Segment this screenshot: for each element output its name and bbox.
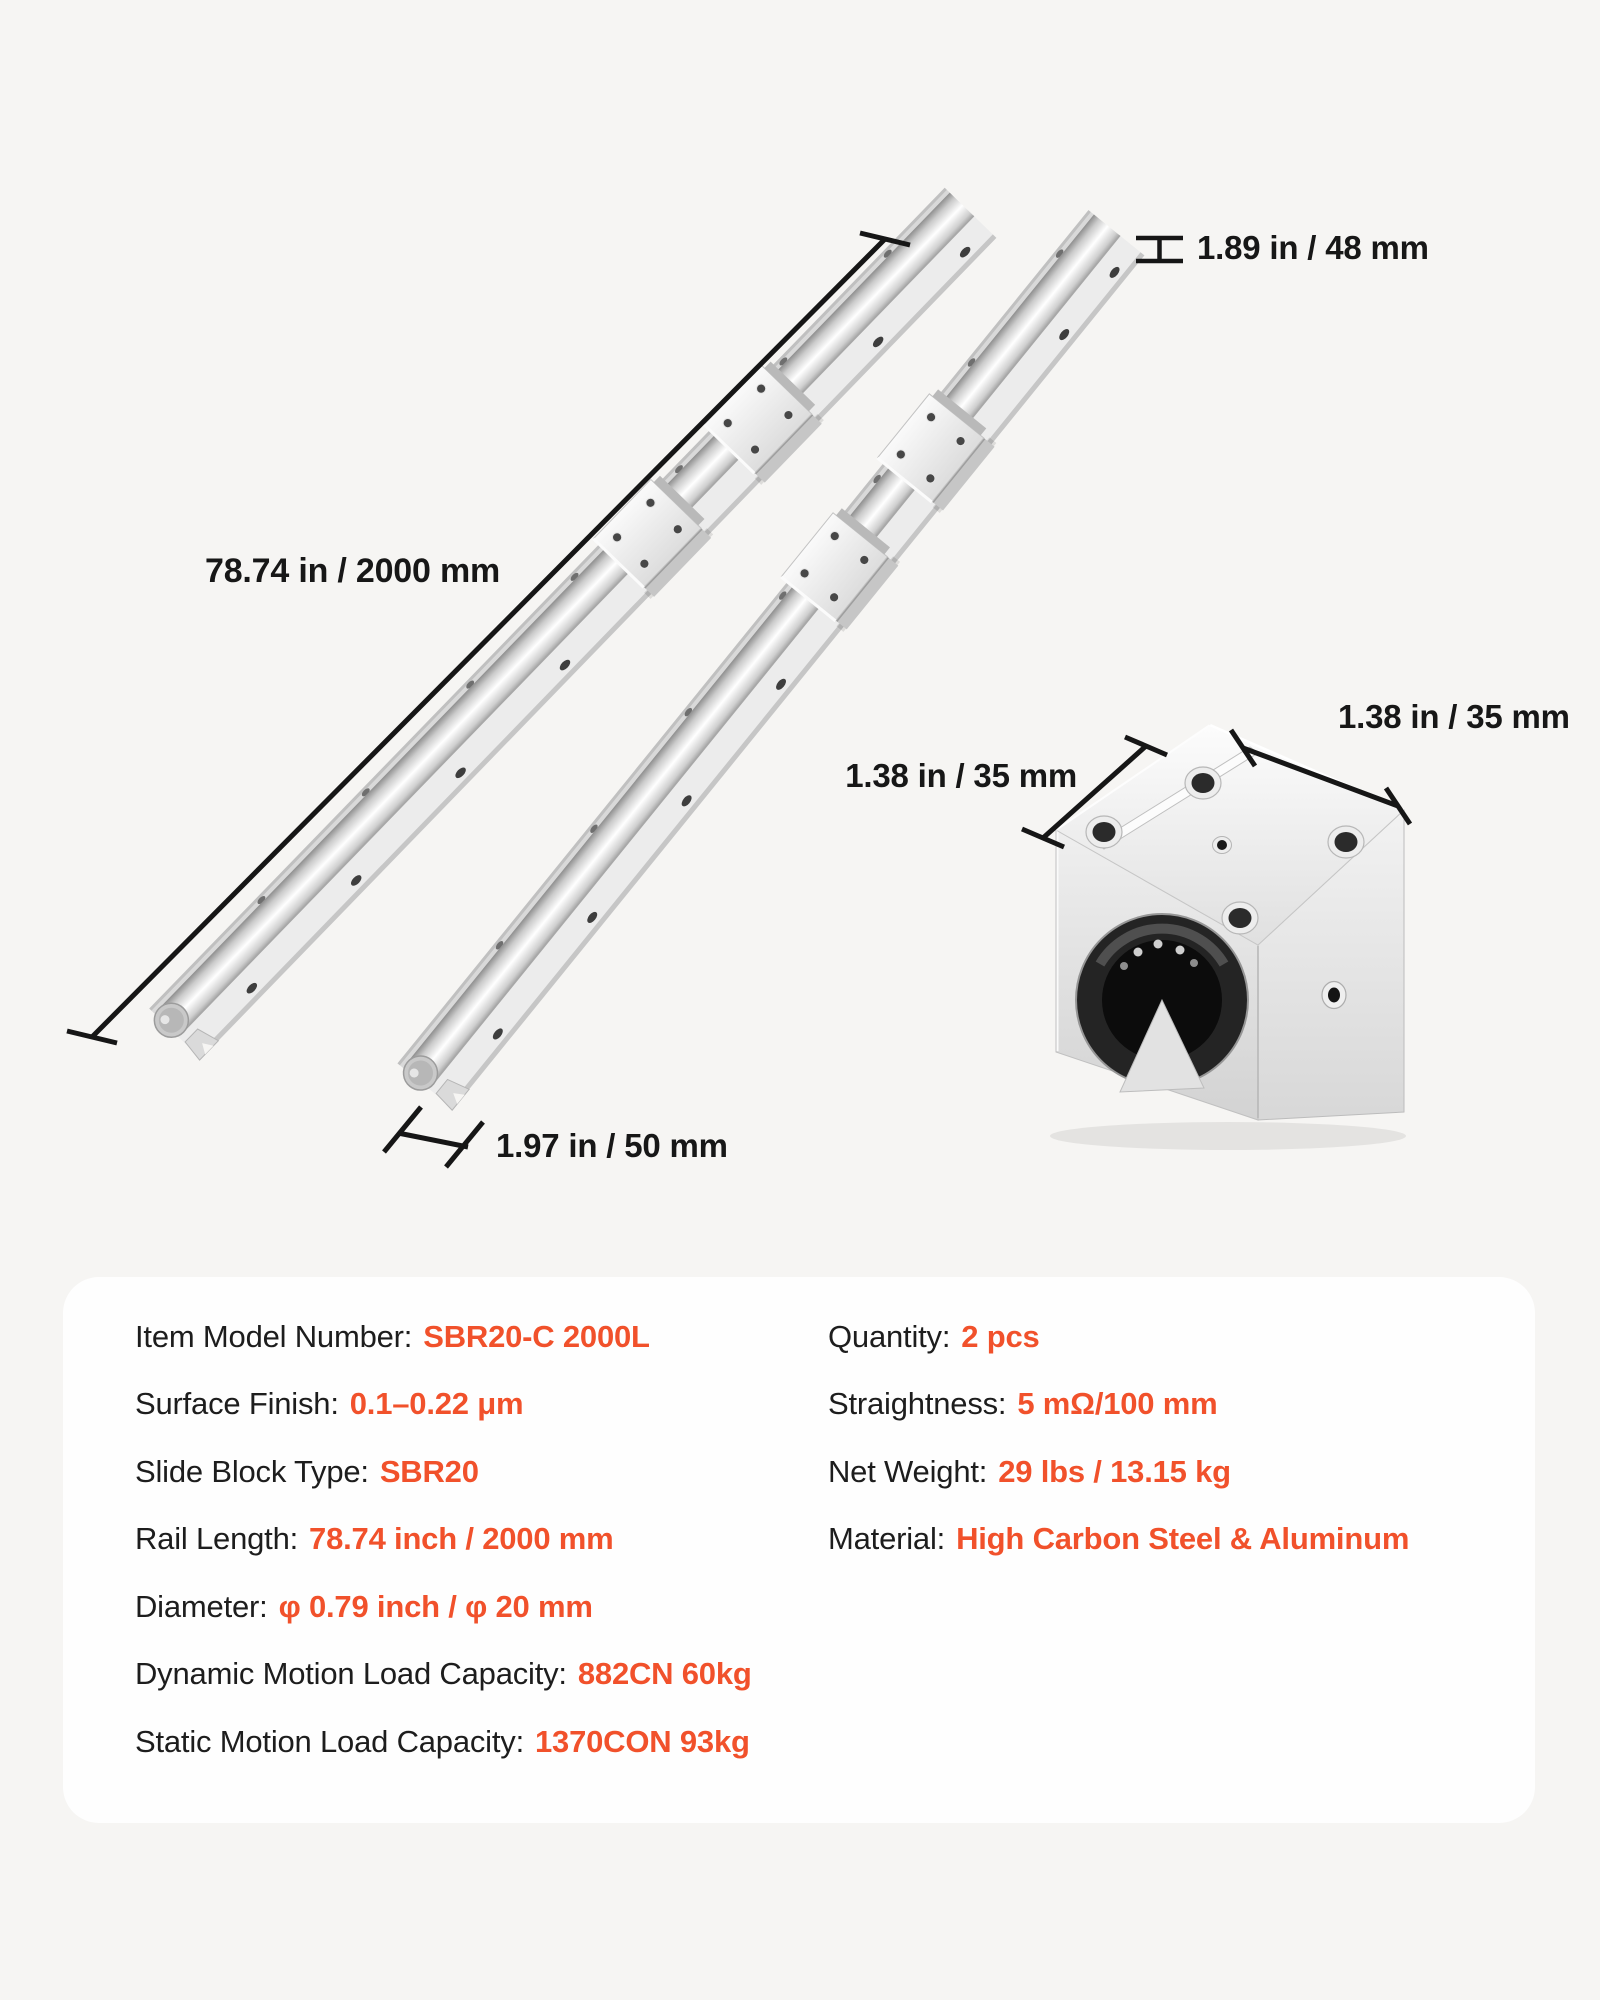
dimension-label-rail-height: 1.89 in / 48 mm [1197, 229, 1429, 266]
dimension-label-block-right: 1.38 in / 35 mm [1338, 698, 1570, 735]
spec-row-quantity [828, 1303, 1409, 1371]
dimension-label-block-left: 1.38 in / 35 mm [845, 757, 1077, 794]
spec-label: Slide Block Type: [135, 1453, 369, 1489]
spec-label: Dynamic Motion Load Capacity: [135, 1656, 567, 1692]
spec-value: 78.74 inch / 2000 mm [309, 1521, 614, 1557]
spec-row-rail-length [135, 1506, 752, 1574]
block-shadow [1050, 1122, 1406, 1150]
spec-label: Quantity: [828, 1318, 951, 1354]
spec-column-right [828, 1303, 1409, 1573]
spec-row-net-weight [828, 1438, 1409, 1506]
dim-rail-width-line [384, 1107, 483, 1167]
spec-value: SBR20 [379, 1453, 479, 1489]
spec-row-diameter [135, 1573, 752, 1641]
dimension-label-rail-length: 78.74 in / 2000 mm [205, 552, 501, 590]
spec-label: Net Weight: [828, 1453, 988, 1489]
spec-value: 29 lbs / 13.15 kg [998, 1453, 1231, 1489]
spec-label: Static Motion Load Capacity: [135, 1723, 524, 1759]
spec-row-slide-block-type [135, 1438, 752, 1506]
spec-row-material [828, 1506, 1409, 1574]
spec-label: Diameter: [135, 1588, 268, 1624]
spec-value: 882CN 60kg [577, 1656, 752, 1692]
spec-row-straightness [828, 1371, 1409, 1439]
spec-label: Straightness: [828, 1386, 1007, 1422]
spec-row-dynamic-load [135, 1641, 752, 1709]
spec-value: 5 mΩ/100 mm [1017, 1386, 1218, 1422]
dim-rail-height-symbol [1136, 238, 1183, 261]
spec-value: High Carbon Steel & Aluminum [956, 1521, 1410, 1557]
spec-label: Surface Finish: [135, 1386, 339, 1422]
spec-value: SBR20-C 2000L [423, 1318, 650, 1354]
spec-row-model [135, 1303, 752, 1371]
spec-label: Material: [828, 1521, 946, 1557]
spec-value: 2 pcs [961, 1318, 1040, 1354]
spec-value: 1370CON 93kg [535, 1723, 750, 1759]
spec-label: Item Model Number: [135, 1318, 413, 1354]
spec-value: 0.1–0.22 μm [349, 1386, 524, 1422]
spec-row-static-load [135, 1708, 752, 1776]
spec-value: φ 0.79 inch / φ 20 mm [278, 1588, 593, 1624]
spec-row-surface-finish [135, 1371, 752, 1439]
spec-label: Rail Length: [135, 1521, 299, 1557]
spec-panel [63, 1277, 1535, 1823]
dimension-label-rail-width: 1.97 in / 50 mm [496, 1127, 728, 1164]
spec-column-left [135, 1303, 752, 1776]
